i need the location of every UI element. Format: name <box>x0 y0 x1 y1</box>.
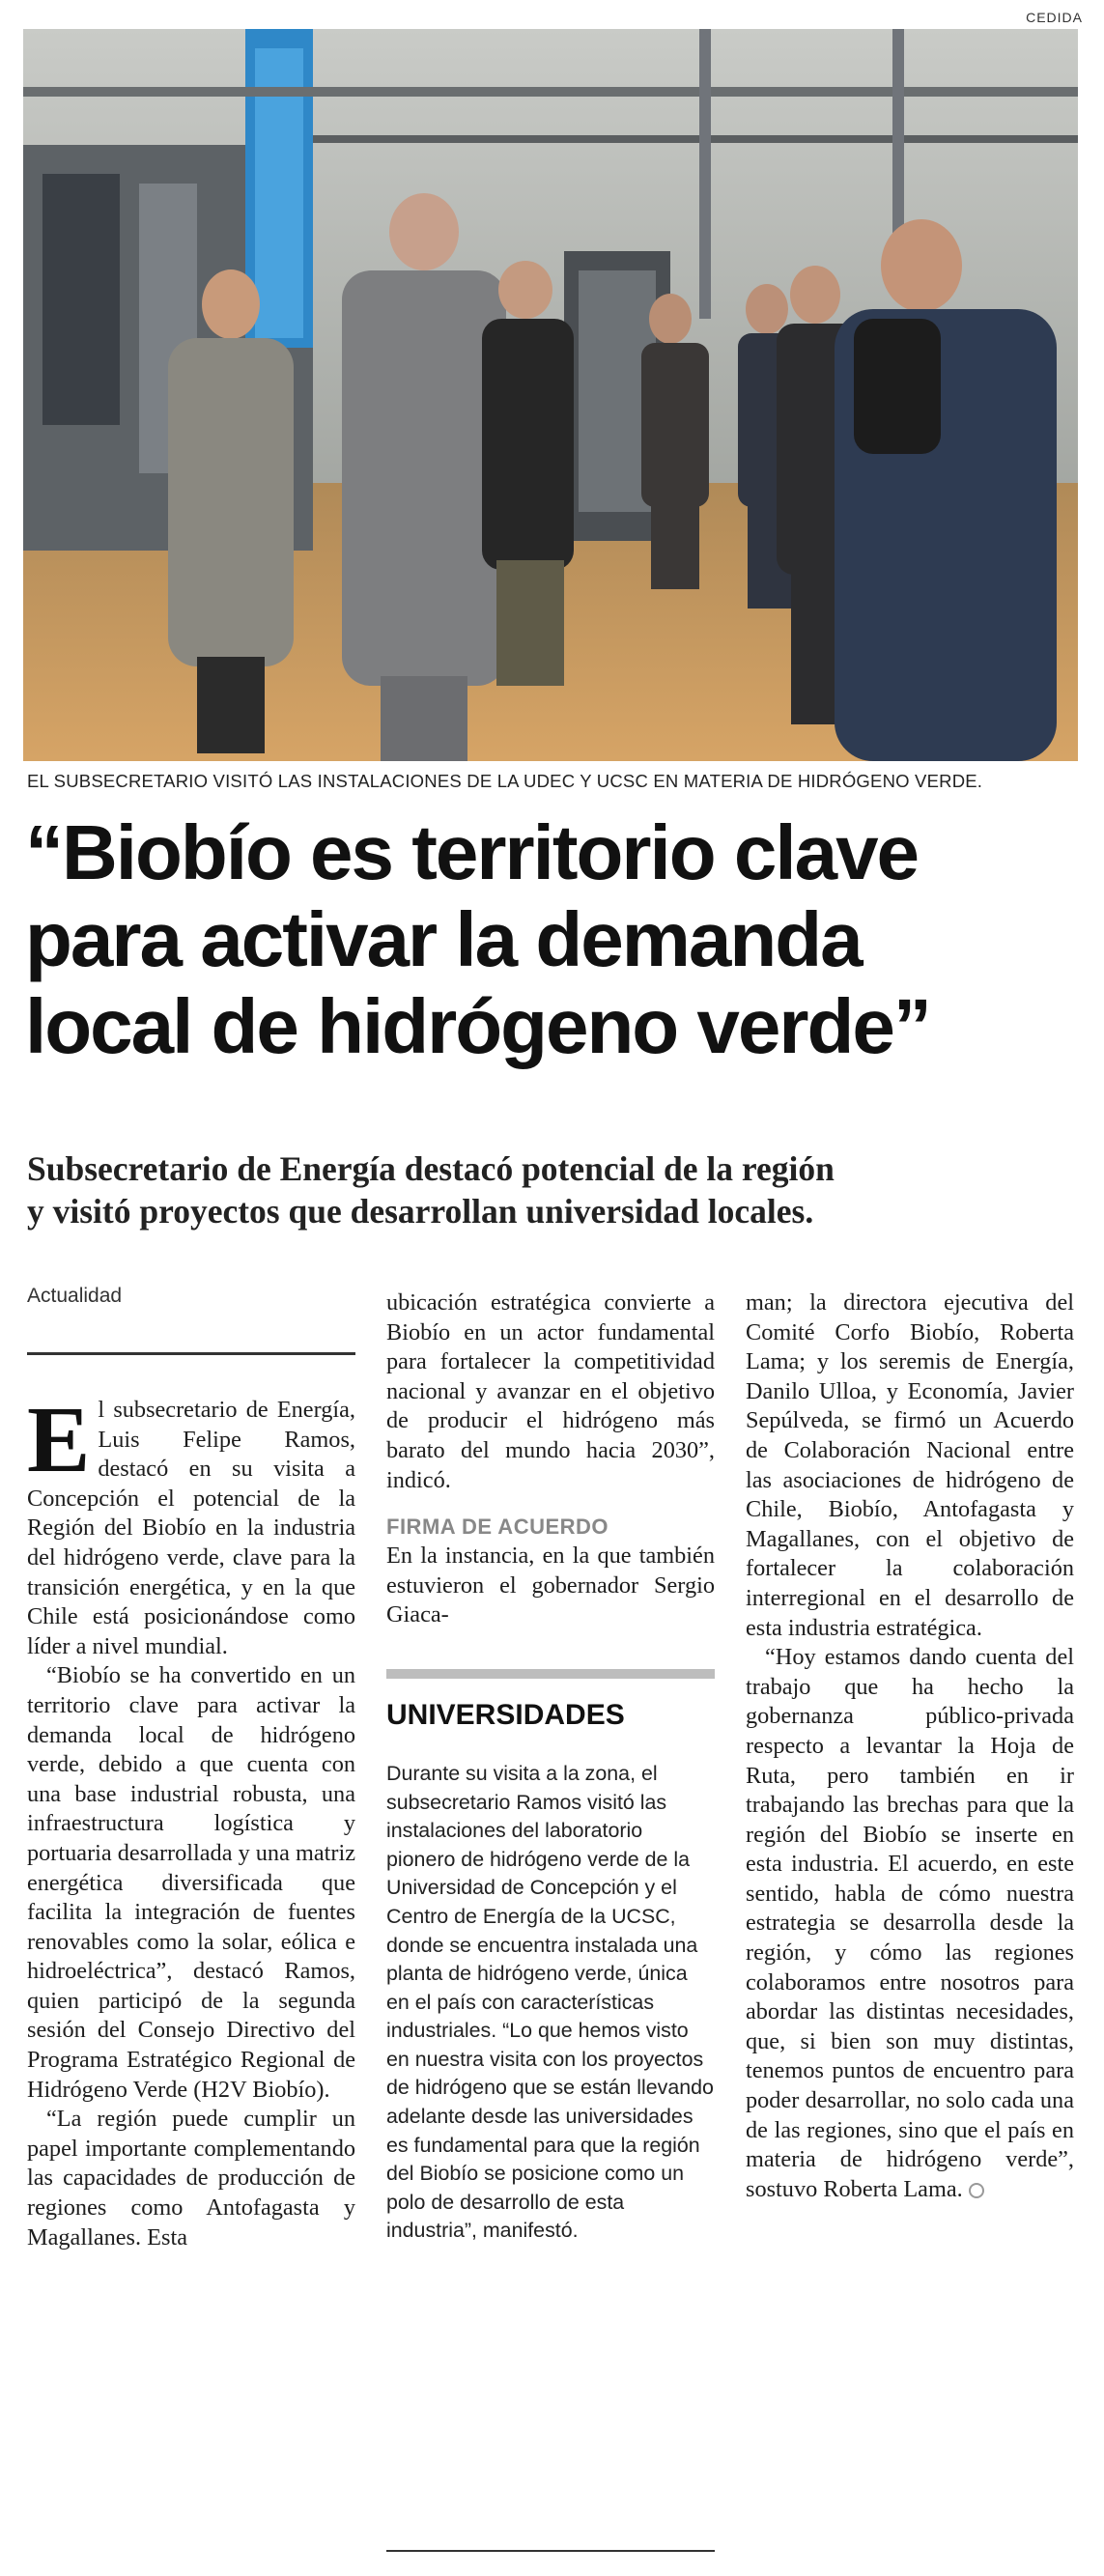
box-title: UNIVERSIDADES <box>386 1698 625 1731</box>
article-paragraph: “Biobío se ha convertido en un territorio clave para activar la demanda local de hidrógeno verde, debido a que cuenta con una base industrial robusta, una infraestructura logística y portuaria desarrollada y una matriz energética diversificada que facilita la integración de fuentes renovables como la solar, eólica e hidroeléctrica”, destacó Ramos, quien participó de la segunda sesión del Consejo Directivo del Programa Estratégico Regional de Hidrógeno Verde (H2V Biobío). <box>27 1662 356 2103</box>
article-paragraph: En la instancia, en la que también estuvieron el gobernador Sergio Giaca- <box>386 1543 715 1628</box>
article-paragraph: “La región puede cumplir un papel importante complementando las capacidades de producción de regiones como Antofagasta y Magallanes. Esta <box>27 2106 355 2250</box>
box-top-rule <box>386 1669 715 1679</box>
bottom-divider <box>386 2550 715 2552</box>
subheadline <box>27 1147 1085 1232</box>
box-paragraph: Durante su visita a la zona, el subsecretario Ramos visitó las instalaciones del laboratorio pionero de hidrógeno verde de la Universidad de Concepción y el Centro de Energía de la UCSC, donde se encuentra instalada una planta de hidrógeno verde, única en el país con características industriales. “Lo que hemos visto en nuestra visita con los proyectos de hidrógeno que se están llevando adelante desde las universidades es fundamental para que la región del Biobío se posicione como un polo de desarrollo de esta industria”, manifestó. <box>386 1761 714 2243</box>
box-body <box>386 1760 715 2246</box>
subheadline-line-2: y visitó proyectos que desarrollan universidad locales. <box>27 1192 814 1231</box>
photo-caption: EL SUBSECRETARIO VISITÓ LAS INSTALACIONES DE LA UDEC Y UCSC EN MATERIA DE HIDRÓGENO VERDE. <box>27 771 983 791</box>
end-mark-icon <box>969 2183 984 2198</box>
headline-line-2: para activar la demanda <box>25 896 862 982</box>
lead-text: l subsecretario de Energía, Luis Felipe Ramos, destacó en su visita a Concepción el potencial de la Región del Biobío en la industria del hidrógeno verde, clave para la transición energética, y en la que Chile está posicionándose como líder a nivel mundial. <box>27 1397 355 1659</box>
article-paragraph: ubicación estratégica convierte a Biobío en un actor fundamental para fortalecer la competitividad nacional y avanzar en el objetivo de producir el hidrógeno más barato del mundo hacia 2030”, indicó. <box>386 1289 715 1493</box>
article-paragraph <box>27 1388 355 1661</box>
section-divider <box>27 1352 355 1355</box>
headline-line-3: local de hidrógeno verde” <box>25 983 930 1069</box>
article-paragraph <box>746 1643 1074 2204</box>
article-column-1 <box>27 1388 356 2252</box>
closing-text: “Hoy estamos dando cuenta del trabajo que ha hecho la gobernanza público-privada respecto a levantar la Hoja de Ruta, pero también en ir trabajando las brechas para que la región del Biobío se inserte en esta industria. El acuerdo, en este sentido, habla de cómo nuestra estrategia se desarrolla desde la región, y cómo las regiones colaboramos entre nosotros para abordar las distintas necesidades, que, si bien son muy distintas, tenemos puntos de encuentro para poder desarrollar, no solo cada una de las regiones, sino que el país en materia de hidrógeno verde”, sostuvo Roberta Lama. <box>746 1644 1074 2202</box>
section-subtitle: FIRMA DE ACUERDO <box>386 1514 609 1540</box>
subheadline-line-1: Subsecretario de Energía destacó potencial de la región <box>27 1149 835 1188</box>
headline <box>25 809 1083 1070</box>
article-column-3 <box>746 1288 1074 2204</box>
headline-line-1: “Biobío es territorio clave <box>25 809 919 895</box>
photo-credit: CEDIDA <box>1026 10 1083 25</box>
article-photo <box>23 29 1078 761</box>
section-label: Actualidad <box>27 1285 123 1307</box>
article-paragraph: man; la directora ejecutiva del Comité Corfo Biobío, Roberta Lama; y los seremis de Energía, Danilo Ulloa, y Economía, Javier Sepúlveda, se firmó un Acuerdo de Colaboración Nacional entre las asociaciones de hidrógeno de Chile, Biobío, Antofagasta y Magallanes, con el objetivo de fortalecer la colaboración interregional en el desarrollo de esta industria estratégica. <box>746 1289 1074 1641</box>
article-column-2 <box>386 1288 715 2246</box>
drop-cap: E <box>27 1388 91 1492</box>
photo-illustration <box>23 29 1078 761</box>
